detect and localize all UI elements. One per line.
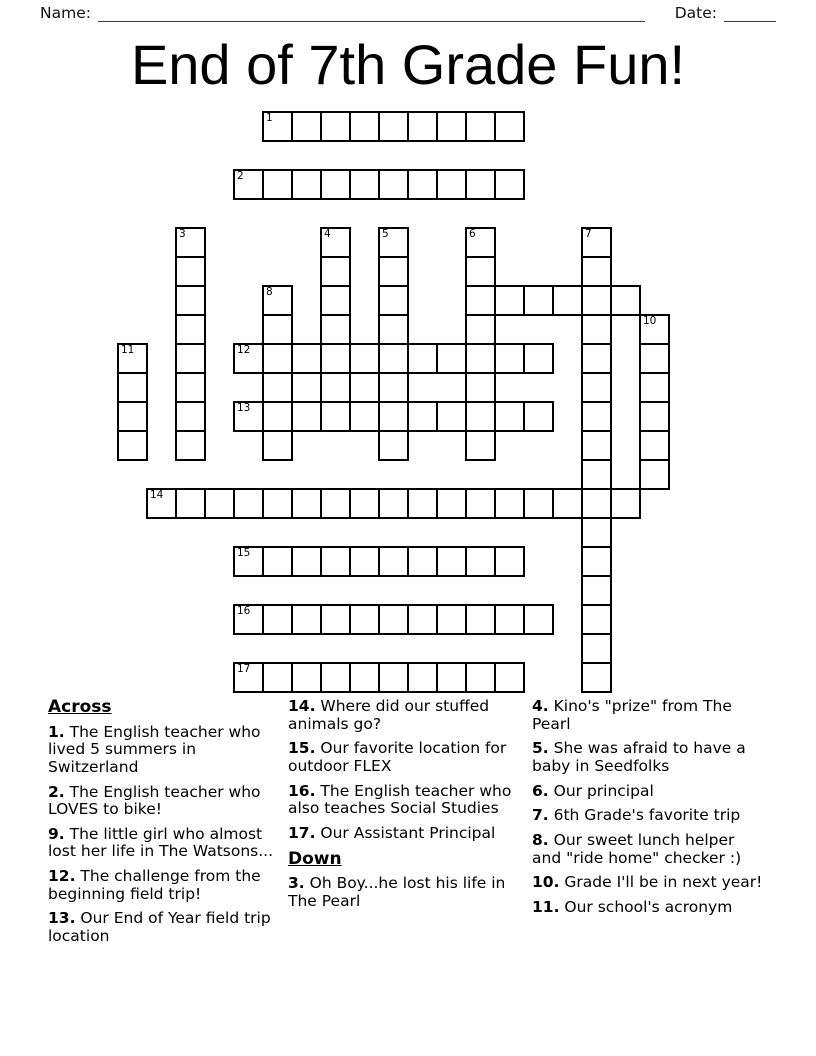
grid-cell[interactable] <box>494 169 525 200</box>
grid-cell[interactable] <box>378 314 409 345</box>
cell-number: 6 <box>469 228 476 240</box>
grid-cell[interactable] <box>407 662 438 693</box>
grid-cell[interactable] <box>465 488 496 519</box>
clue-item: 12. The challenge from the beginning field trip! <box>48 867 261 903</box>
grid-cell[interactable] <box>175 343 206 374</box>
grid-cell[interactable] <box>378 401 409 432</box>
clue-item: 16. The English teacher who also teaches Social Studies <box>288 781 512 818</box>
grid-cell[interactable] <box>465 256 496 287</box>
grid-cell[interactable] <box>320 546 351 577</box>
clue-number: 3. <box>288 874 305 893</box>
grid-cell[interactable] <box>349 546 380 577</box>
grid-cell[interactable] <box>175 372 206 403</box>
grid-cell[interactable] <box>291 343 322 374</box>
cell-number: 17 <box>237 663 251 675</box>
grid-cell[interactable] <box>291 401 322 432</box>
cell-number: 14 <box>150 489 164 501</box>
clue-number: 6. <box>532 781 549 800</box>
clue-number: 13. <box>48 909 76 928</box>
cell-number: 5 <box>382 228 389 240</box>
grid-cell[interactable] <box>262 430 293 461</box>
grid-cell[interactable] <box>349 111 380 142</box>
grid-cell[interactable] <box>378 488 409 519</box>
cell-number: 1 <box>266 112 273 124</box>
grid-cell[interactable] <box>291 169 322 200</box>
grid-cell[interactable] <box>610 488 641 519</box>
grid-cell[interactable] <box>291 604 322 635</box>
clue-item: 13. Our End of Year field trip location <box>48 909 271 946</box>
clue-item: 2. The English teacher who LOVES to bike! <box>48 782 261 819</box>
grid-cell[interactable] <box>465 662 496 693</box>
clue-number: 15. <box>288 739 316 758</box>
grid-cell[interactable] <box>465 314 496 345</box>
cell-number: 13 <box>237 402 251 414</box>
grid-cell[interactable] <box>581 430 612 461</box>
cell-number: 12 <box>237 344 251 356</box>
grid-cell[interactable] <box>175 488 206 519</box>
clue-item: 3. Oh Boy...he lost his life in The Pearl <box>288 874 506 910</box>
grid-cell[interactable] <box>146 488 177 519</box>
grid-cell[interactable] <box>639 372 670 403</box>
down-heading: Down <box>288 848 342 869</box>
grid-cell[interactable] <box>494 662 525 693</box>
grid-cell[interactable] <box>349 343 380 374</box>
clue-number: 14. <box>288 697 316 715</box>
grid-cell[interactable] <box>436 604 467 635</box>
grid-cell[interactable] <box>436 662 467 693</box>
clue-item: 9. The little girl who almost lost her life in The Watsons... <box>48 824 274 861</box>
grid-cell[interactable] <box>436 401 467 432</box>
grid-cell[interactable] <box>639 401 670 432</box>
grid-cell[interactable] <box>407 546 438 577</box>
clue-number: 7. <box>532 806 549 825</box>
date-label: Date: <box>674 4 717 22</box>
clue-item: 11. Our school's acronym <box>532 897 733 916</box>
grid-cell[interactable] <box>581 372 612 403</box>
grid-cell[interactable] <box>233 401 264 432</box>
grid-cell[interactable] <box>407 169 438 200</box>
grid-cell[interactable] <box>262 662 293 693</box>
page-title: End of 7th Grade Fun! <box>130 33 686 96</box>
grid-cell[interactable] <box>262 488 293 519</box>
grid-cell[interactable] <box>378 256 409 287</box>
grid-cell[interactable] <box>378 169 409 200</box>
grid-cell[interactable] <box>233 169 264 200</box>
grid-cell[interactable] <box>581 575 612 606</box>
grid-cell[interactable] <box>610 285 641 316</box>
grid-cell[interactable] <box>378 111 409 142</box>
grid-cell[interactable] <box>320 343 351 374</box>
clue-number: 5. <box>532 739 549 758</box>
grid-cell[interactable] <box>233 604 264 635</box>
grid-cell[interactable] <box>465 546 496 577</box>
grid-cell[interactable] <box>436 546 467 577</box>
grid-cell[interactable] <box>494 546 525 577</box>
clue-item: 5. She was afraid to have a baby in Seedfolks <box>532 739 746 775</box>
clue-item: 17. Our Assistant Principal <box>288 823 496 842</box>
clues-column <box>288 698 516 917</box>
clue-item: 10. Grade I'll be in next year! <box>532 873 763 892</box>
grid-cell[interactable] <box>175 314 206 345</box>
grid-cell[interactable] <box>233 343 264 374</box>
grid-cell[interactable] <box>407 488 438 519</box>
grid-cell[interactable] <box>378 372 409 403</box>
grid-cell[interactable] <box>262 604 293 635</box>
cell-number: 16 <box>237 605 251 617</box>
grid-cell[interactable] <box>465 430 496 461</box>
grid-cell[interactable] <box>581 314 612 345</box>
grid-cell[interactable] <box>117 401 148 432</box>
grid-cell[interactable] <box>523 401 554 432</box>
grid-cell[interactable] <box>465 401 496 432</box>
clue-number: 17. <box>288 823 316 842</box>
grid-cell[interactable] <box>320 227 351 258</box>
clue-number: 2. <box>48 782 65 801</box>
grid-cell[interactable] <box>378 227 409 258</box>
across-heading: Across <box>48 697 112 717</box>
grid-cell[interactable] <box>378 604 409 635</box>
cell-number: 8 <box>266 286 273 298</box>
grid-cell[interactable] <box>320 488 351 519</box>
grid-cell[interactable] <box>378 546 409 577</box>
grid-cell[interactable] <box>552 285 583 316</box>
clue-item: 6. Our principal <box>532 781 654 800</box>
grid-cell[interactable] <box>378 430 409 461</box>
grid-cell[interactable] <box>465 169 496 200</box>
grid-cell[interactable] <box>233 488 264 519</box>
grid-cell[interactable] <box>494 401 525 432</box>
grid-cell[interactable] <box>436 111 467 142</box>
grid-cell[interactable] <box>291 488 322 519</box>
grid-cell[interactable] <box>494 111 525 142</box>
grid-cell[interactable] <box>465 285 496 316</box>
grid-cell[interactable] <box>204 488 235 519</box>
grid-cell[interactable] <box>175 401 206 432</box>
grid-cell[interactable] <box>233 662 264 693</box>
clue-number: 1. <box>48 722 65 741</box>
cell-number: 10 <box>643 315 657 327</box>
worksheet-header <box>40 4 776 23</box>
grid-cell[interactable] <box>378 343 409 374</box>
grid-cell[interactable] <box>262 401 293 432</box>
cell-number: 15 <box>237 547 251 559</box>
grid-cell[interactable] <box>494 604 525 635</box>
grid-cell[interactable] <box>262 546 293 577</box>
grid-cell[interactable] <box>465 227 496 258</box>
grid-cell[interactable] <box>465 343 496 374</box>
clue-item: 15. Our favorite location for outdoor FLEX <box>288 739 507 775</box>
grid-cell[interactable] <box>291 662 322 693</box>
name-input-line[interactable] <box>98 7 645 22</box>
grid-cell[interactable] <box>349 604 380 635</box>
grid-cell[interactable] <box>581 604 612 635</box>
grid-cell[interactable] <box>436 169 467 200</box>
clue-item: 14. Where did our stuffed animals go? <box>288 697 490 733</box>
grid-cell[interactable] <box>262 314 293 345</box>
clue-number: 16. <box>288 781 316 800</box>
grid-cell[interactable] <box>320 662 351 693</box>
date-input-line[interactable] <box>724 7 776 22</box>
grid-cell[interactable] <box>349 662 380 693</box>
grid-cell[interactable] <box>320 372 351 403</box>
grid-cell[interactable] <box>581 517 612 548</box>
grid-cell[interactable] <box>581 285 612 316</box>
grid-cell[interactable] <box>523 604 554 635</box>
grid-cell[interactable] <box>233 546 264 577</box>
grid-cell[interactable] <box>378 662 409 693</box>
grid-cell[interactable] <box>581 256 612 287</box>
cell-number: 3 <box>179 228 186 240</box>
grid-cell[interactable] <box>320 401 351 432</box>
clue-item: 4. Kino's "prize" from The Pearl <box>532 697 732 733</box>
grid-cell[interactable] <box>349 488 380 519</box>
grid-cell[interactable] <box>436 488 467 519</box>
grid-cell[interactable] <box>581 343 612 374</box>
grid-cell[interactable] <box>552 488 583 519</box>
grid-cell[interactable] <box>262 169 293 200</box>
grid-cell[interactable] <box>320 256 351 287</box>
clues-column <box>48 698 276 953</box>
clues-column <box>532 698 767 924</box>
grid-cell[interactable] <box>175 430 206 461</box>
clue-item: 8. Our sweet lunch helper and "ride home" checker :) <box>532 830 742 867</box>
name-label: Name: <box>40 4 91 22</box>
grid-cell[interactable] <box>465 604 496 635</box>
grid-cell[interactable] <box>262 372 293 403</box>
clue-number: 4. <box>532 697 549 715</box>
grid-cell[interactable] <box>407 401 438 432</box>
clue-item: 7. 6th Grade's favorite trip <box>532 806 741 825</box>
grid-cell[interactable] <box>581 227 612 258</box>
grid-cell[interactable] <box>465 372 496 403</box>
grid-cell[interactable] <box>581 546 612 577</box>
clue-number: 12. <box>48 867 76 886</box>
clue-number: 11. <box>532 897 560 916</box>
grid-cell[interactable] <box>117 430 148 461</box>
grid-cell[interactable] <box>175 256 206 287</box>
grid-cell[interactable] <box>581 459 612 490</box>
grid-cell[interactable] <box>262 111 293 142</box>
grid-cell[interactable] <box>320 314 351 345</box>
grid-cell[interactable] <box>436 343 467 374</box>
grid-cell[interactable] <box>117 343 148 374</box>
grid-cell[interactable] <box>523 343 554 374</box>
grid-cell[interactable] <box>581 401 612 432</box>
grid-cell[interactable] <box>581 662 612 693</box>
grid-cell[interactable] <box>291 111 322 142</box>
grid-cell[interactable] <box>494 285 525 316</box>
grid-cell[interactable] <box>320 169 351 200</box>
grid-cell[interactable] <box>175 285 206 316</box>
grid-cell[interactable] <box>407 604 438 635</box>
grid-cell[interactable] <box>349 169 380 200</box>
grid-cell[interactable] <box>378 285 409 316</box>
cell-number: 4 <box>324 228 331 240</box>
grid-cell[interactable] <box>175 227 206 258</box>
grid-cell[interactable] <box>320 111 351 142</box>
cell-number: 2 <box>237 170 244 182</box>
grid-cell[interactable] <box>407 111 438 142</box>
grid-cell[interactable] <box>581 633 612 664</box>
grid-cell[interactable] <box>523 488 554 519</box>
grid-cell[interactable] <box>639 430 670 461</box>
grid-cell[interactable] <box>639 459 670 490</box>
grid-cell[interactable] <box>320 285 351 316</box>
clue-number: 8. <box>532 830 549 849</box>
grid-cell[interactable] <box>320 604 351 635</box>
grid-cell[interactable] <box>465 111 496 142</box>
clue-number: 10. <box>532 873 560 892</box>
grid-cell[interactable] <box>117 372 148 403</box>
grid-cell[interactable] <box>262 285 293 316</box>
grid-cell[interactable] <box>262 343 293 374</box>
grid-cell[interactable] <box>523 285 554 316</box>
grid-cell[interactable] <box>581 488 612 519</box>
grid-cell[interactable] <box>494 343 525 374</box>
grid-cell[interactable] <box>639 343 670 374</box>
grid-cell[interactable] <box>407 343 438 374</box>
grid-cell[interactable] <box>494 488 525 519</box>
clue-item: 1. The English teacher who lived 5 summers in Switzerland <box>48 722 261 776</box>
grid-cell[interactable] <box>349 401 380 432</box>
cell-number: 7 <box>585 228 592 240</box>
grid-cell[interactable] <box>291 546 322 577</box>
clue-number: 9. <box>48 824 65 843</box>
cell-number: 11 <box>121 344 135 356</box>
grid-cell[interactable] <box>639 314 670 345</box>
